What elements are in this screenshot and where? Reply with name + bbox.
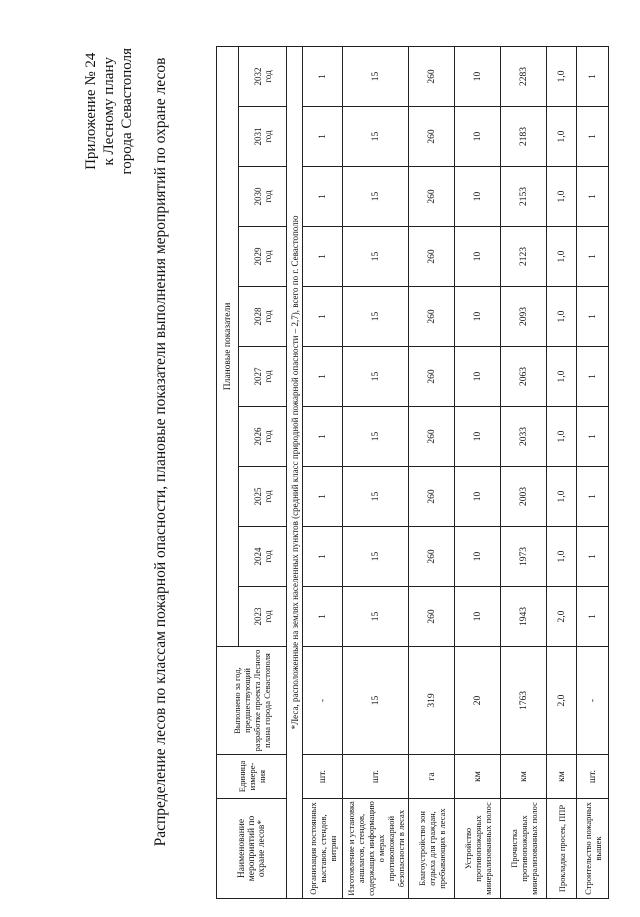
value-cell: 1,0 — [547, 227, 577, 287]
document-title: Распределение лесов по классам пожарной опасности, плановые показатели выполнения мероприятий по охране лесов — [152, 57, 169, 847]
row-done: 2,0 — [547, 647, 577, 755]
value-cell: 260 — [409, 287, 455, 347]
value-cell: 10 — [455, 467, 501, 527]
year-cell: 2032 год — [239, 46, 287, 106]
value-cell: 15 — [343, 527, 409, 587]
value-cell: 15 — [343, 587, 409, 647]
table-body — [303, 46, 609, 898]
year-cell: 2026 год — [239, 407, 287, 467]
value-cell: 1 — [577, 167, 609, 227]
row-name: Прочистка противопожарных минерализованных полос — [501, 799, 547, 899]
header-done: Выполнено за год, предшествующий разработке проекта Лесного плана города Севастополя — [217, 647, 287, 755]
value-cell: 2093 — [501, 287, 547, 347]
row-unit: км — [455, 755, 501, 799]
value-cell: 15 — [343, 347, 409, 407]
value-cell: 1 — [577, 527, 609, 587]
value-cell: 1 — [577, 587, 609, 647]
value-cell: 1,0 — [547, 107, 577, 167]
value-cell: 10 — [455, 46, 501, 106]
row-unit: шт. — [577, 755, 609, 799]
value-cell: 1 — [303, 587, 343, 647]
row-unit: га — [409, 755, 455, 799]
value-cell: 1 — [303, 167, 343, 227]
year-cell: 2031 год — [239, 107, 287, 167]
year-cell: 2024 год — [239, 527, 287, 587]
zone-row — [287, 46, 303, 898]
value-cell: 10 — [455, 347, 501, 407]
value-cell: 2183 — [501, 107, 547, 167]
year-cell: 2025 год — [239, 467, 287, 527]
value-cell: 15 — [343, 227, 409, 287]
value-cell: 10 — [455, 407, 501, 467]
table-row — [455, 46, 501, 898]
value-cell: 1 — [303, 107, 343, 167]
zone-note: *Леса, расположенные на землях населенных пунктов (средний класс природной пожарной опасности – 2,7), всего по г. Севастополю — [287, 46, 303, 898]
value-cell: 1 — [303, 527, 343, 587]
value-cell: 1 — [303, 347, 343, 407]
value-cell: 1 — [577, 227, 609, 287]
value-cell: 1,0 — [547, 467, 577, 527]
row-name: Изготовление и установка аншлагов, стендов, содержащих информацию о мерах противопожарной безопасности в лесах — [343, 799, 409, 899]
value-cell: 260 — [409, 107, 455, 167]
header-plan: Плановые показатели — [217, 46, 239, 646]
header-unit: Единица измере-ния — [217, 755, 287, 799]
year-cell: 2027 год — [239, 347, 287, 407]
value-cell: 10 — [455, 227, 501, 287]
value-cell: 1 — [577, 46, 609, 106]
value-cell: 1943 — [501, 587, 547, 647]
header-name: Наименование мероприятий по охране лесов* — [217, 799, 287, 899]
value-cell: 260 — [409, 527, 455, 587]
value-cell: 10 — [455, 287, 501, 347]
value-cell: 1 — [303, 287, 343, 347]
year-cell: 2028 год — [239, 287, 287, 347]
row-name: Организация постоянных выставок, стендов, витрин — [303, 799, 343, 899]
value-cell: 1,0 — [547, 167, 577, 227]
value-cell: 2003 — [501, 467, 547, 527]
row-done: - — [303, 647, 343, 755]
value-cell: 260 — [409, 407, 455, 467]
year-cell: 2029 год — [239, 227, 287, 287]
value-cell: 2153 — [501, 167, 547, 227]
appendix-block — [82, 48, 136, 175]
value-cell: 1 — [577, 347, 609, 407]
value-cell: 1 — [303, 227, 343, 287]
value-cell: 10 — [455, 167, 501, 227]
row-name: Строительство пожарных вышек — [577, 799, 609, 899]
table-row — [303, 46, 343, 898]
value-cell: 260 — [409, 587, 455, 647]
value-cell: 1 — [303, 46, 343, 106]
value-cell: 2033 — [501, 407, 547, 467]
value-cell: 1,0 — [547, 407, 577, 467]
value-cell: 1 — [577, 287, 609, 347]
value-cell: 260 — [409, 227, 455, 287]
value-cell: 10 — [455, 107, 501, 167]
value-cell: 2123 — [501, 227, 547, 287]
value-cell: 10 — [455, 527, 501, 587]
value-cell: 2283 — [501, 46, 547, 106]
value-cell: 15 — [343, 107, 409, 167]
value-cell: 2,0 — [547, 587, 577, 647]
value-cell: 1,0 — [547, 287, 577, 347]
value-cell: 1 — [303, 467, 343, 527]
value-cell: 15 — [343, 46, 409, 106]
value-cell: 1,0 — [547, 46, 577, 106]
header-row — [217, 46, 239, 898]
row-unit: км — [547, 755, 577, 799]
value-cell: 260 — [409, 467, 455, 527]
value-cell: 1 — [303, 407, 343, 467]
value-cell: 2063 — [501, 347, 547, 407]
table-row — [409, 46, 455, 898]
appendix-line: города Севастополя — [119, 48, 135, 175]
table-row — [577, 46, 609, 898]
year-cell: 2030 год — [239, 167, 287, 227]
value-cell: 1,0 — [547, 347, 577, 407]
row-unit: км — [501, 755, 547, 799]
value-cell: 1,0 — [547, 527, 577, 587]
value-cell: 1 — [577, 107, 609, 167]
row-name: Устройство противопожарных минерализованных полос — [455, 799, 501, 899]
table-row — [343, 46, 409, 898]
row-unit: шт. — [343, 755, 409, 799]
row-done: 1763 — [501, 647, 547, 755]
value-cell: 260 — [409, 167, 455, 227]
table-row — [547, 46, 577, 898]
value-cell: 10 — [455, 587, 501, 647]
value-cell: 1973 — [501, 527, 547, 587]
appendix-line: Приложение № 24 — [83, 52, 99, 170]
value-cell: 15 — [343, 167, 409, 227]
row-unit: шт. — [303, 755, 343, 799]
value-cell: 15 — [343, 467, 409, 527]
year-cell: 2023 год — [239, 587, 287, 647]
value-cell: 15 — [343, 287, 409, 347]
table-row — [501, 46, 547, 898]
row-done: 319 — [409, 647, 455, 755]
row-name: Прокладка просек, ППР — [547, 799, 577, 899]
appendix-line: к Лесному плану — [101, 57, 117, 166]
row-name: Благоустройство зон отдыха для граждан, пребывающих в лесах — [409, 799, 455, 899]
row-done: - — [577, 647, 609, 755]
row-done: 20 — [455, 647, 501, 755]
row-done: 15 — [343, 647, 409, 755]
value-cell: 1 — [577, 467, 609, 527]
value-cell: 260 — [409, 46, 455, 106]
value-cell: 1 — [577, 407, 609, 467]
value-cell: 15 — [343, 407, 409, 467]
value-cell: 260 — [409, 347, 455, 407]
fire-protection-table — [216, 46, 609, 899]
